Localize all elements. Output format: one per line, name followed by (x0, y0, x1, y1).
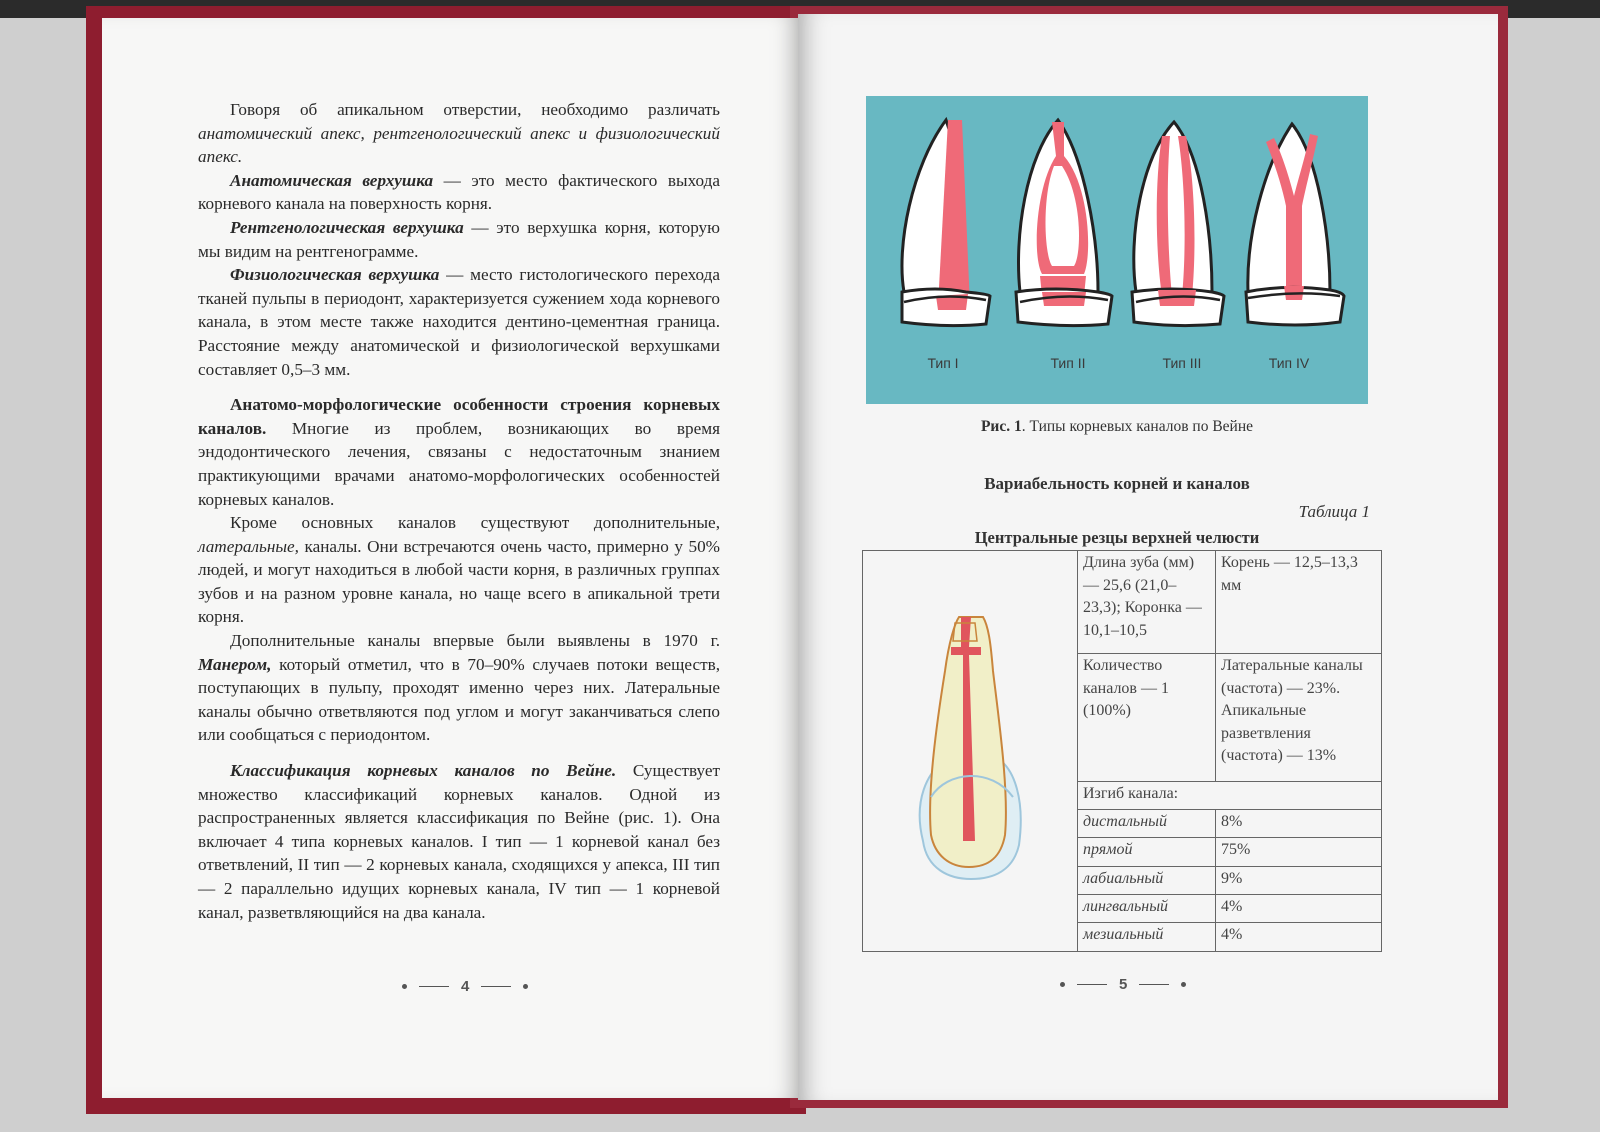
lateral-canals-cell: Латеральные каналы (частота) — 23%. Апикальные разветвления (частота) — 13% (1216, 654, 1382, 782)
text-run: Существует множество классификаций корневых каналов. Одной из распространенных является классификация по Вейне (рис. 1). Она включает 4 типа корневых каналов. I тип — 1 корневой канал без ответвлений, II тип — 2 корневых канала, сходящихся у апекса, III тип — 2 параллельно идущих корневых канала, IV тип — 1 корневой канал, разветвляющийся на два канала. (198, 761, 720, 922)
section-title: Вариабельность корней и каналов (984, 474, 1250, 493)
bend-value-cell: 9% (1216, 866, 1382, 894)
root-length-cell: Корень — 12,5–13,3 мм (1216, 551, 1382, 654)
left-page-text (198, 98, 720, 924)
roots-table (862, 550, 1382, 952)
text-run: Дополнительные каналы впервые были выявлены в 1970 г. (230, 631, 720, 651)
page-number-right (1060, 976, 1186, 993)
paragraph (198, 216, 720, 263)
text-run: каналы. Они встречаются очень часто, примерно у 50% людей, и могут находиться в любой части корня, в различных группах зубов и на разном уровне канала, но чаще всего в апикальной трети корня. (198, 536, 720, 627)
text-run: — это верхушка корня, которую мы видим на рентгенограмме. (198, 217, 720, 261)
tooth-length-cell: Длина зуба (мм) — 25,6 (21,0–23,3); Коронка — 10,1–10,5 (1078, 551, 1216, 654)
bend-name-cell: дистальный (1078, 810, 1216, 838)
text-run: Манером, (198, 654, 272, 674)
page-number-dot (402, 984, 407, 989)
tooth-illustration-cell (863, 551, 1078, 952)
type-label-2: Тип II (1050, 355, 1086, 371)
page-number-dot (523, 984, 528, 989)
type-label-4: Тип IV (1268, 355, 1310, 371)
text-run: Физиологическая верхушка (230, 265, 440, 285)
right-page (798, 14, 1498, 1100)
incisor-illustration (863, 551, 1077, 943)
table-title: Центральные резцы верхней челюсти (974, 528, 1260, 547)
canal-count-cell: Количество каналов — 1 (100%) (1078, 654, 1216, 782)
text-run: — это место фактического выхода корневого канала на поверхность корня. (198, 170, 721, 214)
bend-value-cell: 4% (1216, 923, 1382, 951)
bend-name-cell: лабиальный (1078, 866, 1216, 894)
bend-value-cell: 75% (1216, 838, 1382, 866)
bend-name-cell: мезиальный (1078, 923, 1216, 951)
text-run: Говоря об апикальном отверстии, необходимо различать (230, 100, 720, 119)
table-row (863, 551, 1382, 654)
figure-svg (866, 96, 1368, 404)
paragraph (198, 263, 720, 381)
page-number-text: 4 (461, 978, 470, 995)
paragraph (198, 759, 720, 924)
text-run: Анатомо-морфологические особенности строения корневых каналов. (198, 395, 720, 438)
bend-value-cell: 4% (1216, 894, 1382, 922)
page-number-dot (1060, 982, 1065, 987)
page-number-rule (1077, 984, 1107, 986)
bend-name-cell: лингвальный (1078, 894, 1216, 922)
figure-root-canal-types (866, 96, 1368, 404)
left-page (102, 18, 798, 1098)
text-run: латеральные, (198, 536, 299, 556)
text-run: Многие из проблем, возникающих во время эндодонтического лечения, связаны с недостаточным знанием практикующими врачами анатомо-морфологических особенностей корневых каналов. (198, 418, 720, 509)
figure-caption-text: . Типы корневых каналов по Вейне (1021, 418, 1254, 435)
text-run: который отметил, что в 70–90% случаев потоки веществ, поступающих в пульпу, проходят именно через них. Латеральные каналы обычно ответвляются под углом и могут заканчиваться слепо или сообщаться с периодонтом. (198, 654, 720, 745)
paragraph (198, 511, 720, 629)
type-label-1: Тип I (927, 355, 959, 371)
table-number: Таблица 1 (1298, 502, 1370, 521)
figure-caption (866, 418, 1368, 436)
bend-value-cell: 8% (1216, 810, 1382, 838)
figure-caption-prefix: Рис. 1 (980, 418, 1022, 435)
text-run: — место гистологического перехода тканей пульпы в периодонт, характеризуется сужением хода корневого канала, в этом месте также находится дентино-цементная граница. Расстояние между анатомической и физиологической верхушками составляет 0,5–3 мм. (198, 265, 721, 379)
page-number-left (402, 978, 528, 995)
paragraph (198, 169, 720, 216)
page-number-text: 5 (1119, 976, 1128, 993)
page-number-rule (419, 986, 449, 988)
page-number-rule (1139, 984, 1169, 986)
bend-name-cell: прямой (1078, 838, 1216, 866)
page-number-rule (481, 986, 511, 988)
text-run: Рентгенологическая верхушка (230, 217, 464, 237)
type-label-3: Тип III (1162, 355, 1202, 371)
text-run: Классификация корневых каналов по Вейне. (230, 761, 617, 781)
page-number-dot (1181, 982, 1186, 987)
bend-header-cell: Изгиб канала: (1078, 781, 1382, 809)
text-run: Анатомическая верхушка (230, 170, 434, 190)
text-run: анатомический апекс, рентгенологический апекс и физиологический апекс. (198, 123, 720, 167)
text-run: Кроме основных каналов существуют дополнительные, (230, 513, 720, 533)
paragraph (198, 393, 720, 511)
paragraph (198, 629, 720, 747)
paragraph (198, 98, 720, 169)
